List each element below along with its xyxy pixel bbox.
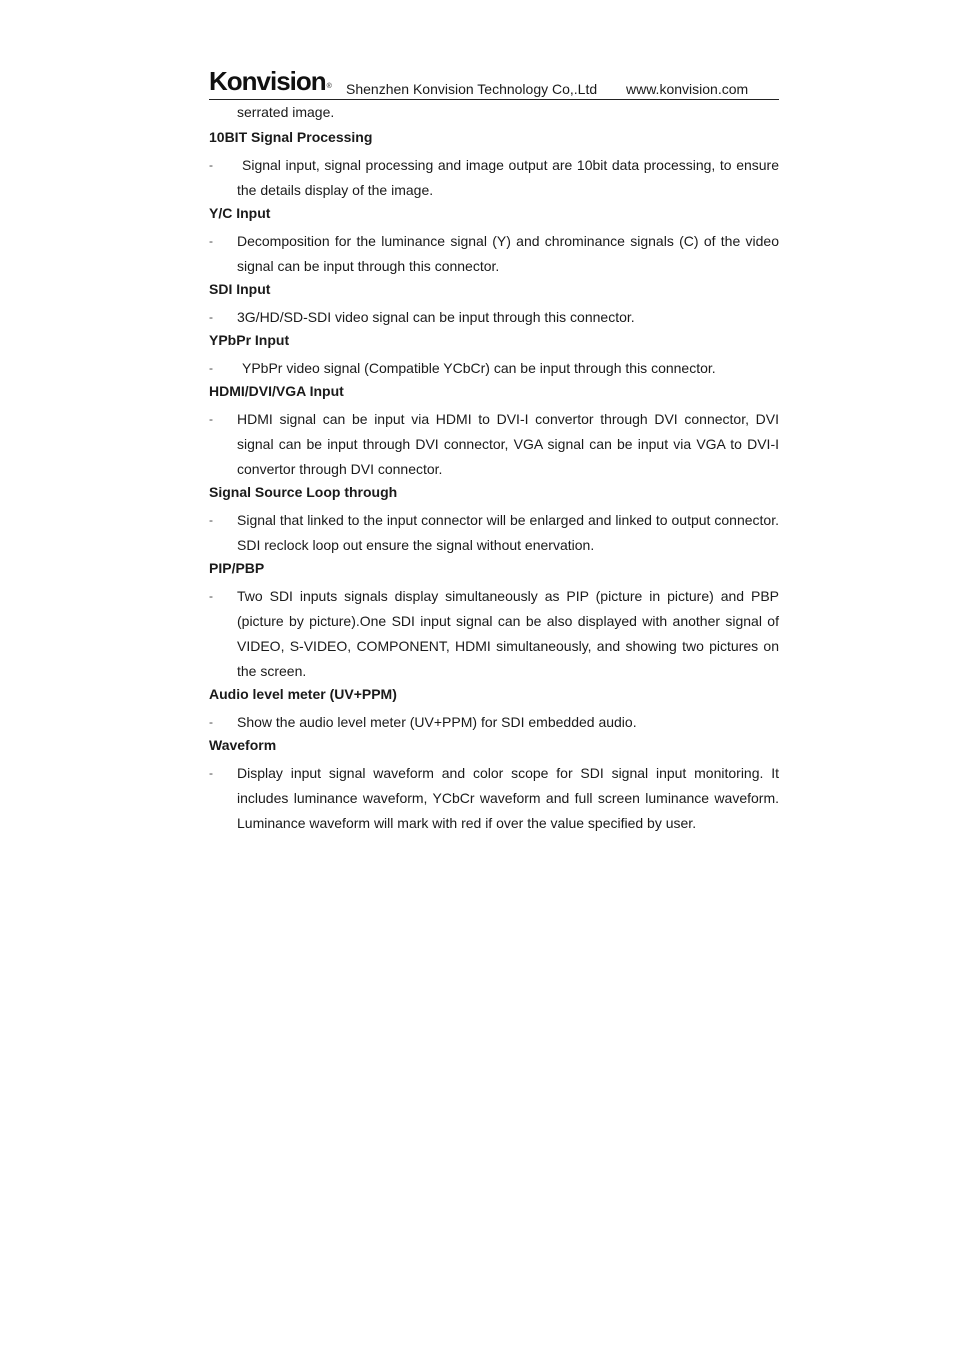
registered-mark: ® (326, 83, 331, 90)
bullet-item (209, 584, 779, 684)
bullet-text: 3G/HD/SD-SDI video signal can be input through this connector. (237, 309, 635, 325)
document-body (209, 102, 779, 836)
section-waveform (209, 735, 779, 836)
section-audio-level-meter (209, 684, 779, 735)
bullet-item (209, 356, 779, 381)
bullet-item (209, 229, 779, 279)
bullet-text: HDMI signal can be input via HDMI to DVI-I convertor through DVI connector, DVI signal can be input through DVI connector, VGA signal can be input via VGA to DVI-I convertor through DVI connector. (237, 411, 779, 477)
bullet-text: Signal that linked to the input connector will be enlarged and linked to output connector. SDI reclock loop out ensure the signal without enervation. (237, 512, 779, 553)
section-signal-loop-through (209, 482, 779, 558)
bullet-marker: - (209, 513, 213, 527)
bullet-item (209, 305, 779, 330)
bullet-marker: - (209, 412, 213, 426)
bullet-text: Display input signal waveform and color scope for SDI signal input monitoring. It includes luminance waveform, YCbCr waveform and full screen luminance waveform. Luminance waveform will mark with red if over the value specified by user. (237, 765, 779, 831)
page-header (209, 66, 779, 100)
section-title: Signal Source Loop through (209, 484, 398, 500)
bullet-text: Signal input, signal processing and image output are 10bit data processing, to ensure the details display of the image. (237, 157, 779, 198)
bullet-text: Decomposition for the luminance signal (Y) and chrominance signals (C) of the video signal can be input through this connector. (237, 233, 779, 274)
konvision-logo (209, 66, 331, 102)
bullet-item (209, 407, 779, 482)
logo-text: Konvision (209, 66, 326, 96)
bullet-item (209, 508, 779, 558)
bullet-marker: - (209, 310, 213, 324)
bullet-item (209, 710, 779, 735)
bullet-text: Show the audio level meter (UV+PPM) for SDI embedded audio. (237, 714, 637, 730)
section-10bit (209, 127, 779, 203)
bullet-marker: - (209, 361, 213, 375)
section-yc-input (209, 203, 779, 279)
section-ypbpr-input (209, 330, 779, 381)
bullet-marker: - (209, 234, 213, 248)
bullet-item (209, 761, 779, 836)
section-title: HDMI/DVI/VGA Input (209, 383, 344, 399)
section-title: 10BIT Signal Processing (209, 129, 373, 145)
section-sdi-input (209, 279, 779, 330)
section-title: PIP/PBP (209, 560, 265, 576)
bullet-marker: - (209, 715, 213, 729)
company-name: Shenzhen Konvision Technology Co,.Ltd (346, 81, 598, 97)
section-title: SDI Input (209, 281, 271, 297)
section-pip-pbp (209, 558, 779, 684)
bullet-marker: - (209, 158, 213, 172)
website-url: www.konvision.com (626, 81, 749, 97)
continuation-text: serrated image. (237, 104, 335, 120)
bullet-item (209, 153, 779, 203)
section-title: Waveform (209, 737, 277, 753)
bullet-text: YPbPr video signal (Compatible YCbCr) can be input through this connector. (242, 360, 716, 376)
section-hdmi-dvi-vga-input (209, 381, 779, 482)
bullet-marker: - (209, 766, 213, 780)
bullet-text: Two SDI inputs signals display simultaneously as PIP (picture in picture) and PBP (picture by picture).One SDI input signal can be also displayed with another signal of VIDEO, S-VIDEO, COMPONENT, HDMI simultaneously, and showing two pictures on the screen. (237, 588, 779, 679)
section-title: Audio level meter (UV+PPM) (209, 686, 397, 702)
bullet-marker: - (209, 589, 213, 603)
section-title: Y/C Input (209, 205, 271, 221)
section-title: YPbPr Input (209, 332, 290, 348)
